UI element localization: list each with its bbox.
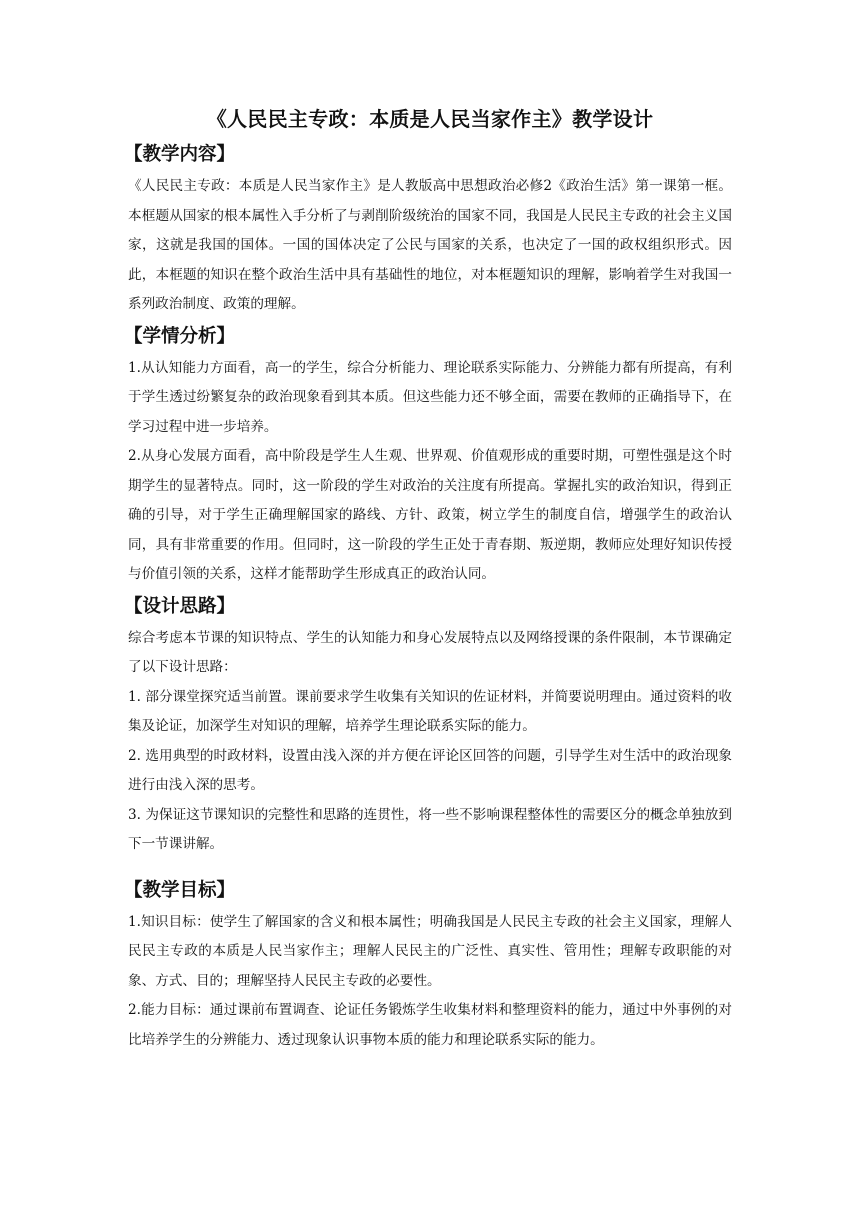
section-heading: 【学情分析】: [124, 325, 236, 347]
section-heading: 【设计思路】: [124, 595, 236, 617]
paragraph: 综合考虑本节课的知识特点、学生的认知能力和身心发展特点以及网络授课的条件限制，本节课确定了以下设计思路：: [128, 629, 732, 675]
paragraph: 2. 选用典型的时政材料，设置由浅入深的并方便在评论区回答的问题，引导学生对生活中的政治现象进行由浅入深的思考。: [128, 747, 732, 793]
paragraph: 2.能力目标：通过课前布置调查、论证任务锻炼学生收集材料和整理资料的能力，通过中外事例的对比培养学生的分辨能力、透过现象认识事物本质的能力和理论联系实际的能力。: [128, 1002, 732, 1048]
paragraph: 《人民民主专政：本质是人民当家作主》是人教版高中思想政治必修2《政治生活》第一课第一框。本框题从国家的根本属性入手分析了与剥削阶级统治的国家不同，我国是人民民主专政的社会主义国家，这就是我国的国体。一国的国体决定了公民与国家的关系，也决定了一国的政权组织形式。因此，本框题的知识在整个政治生活中具有基础性的地位，对本框题知识的理解，影响着学生对我国一系列政治制度、政策的理解。: [128, 178, 732, 312]
section-teaching-goals: [124, 876, 732, 1056]
section-heading: 【教学目标】: [124, 879, 236, 901]
document-title: 《人民民主专政：本质是人民当家作主》教学设计: [206, 107, 654, 131]
section-spacer: [128, 860, 732, 874]
section-teaching-content: [124, 140, 732, 320]
paragraph: 1. 部分课堂探究适当前置。课前要求学生收集有关知识的佐证材料，并简要说明理由。通过资料的收集及论证，加深学生对知识的理解，培养学生理论联系实际的能力。: [128, 688, 732, 734]
paragraph: 1.从认知能力方面看，高一的学生，综合分析能力、理论联系实际能力、分辨能力都有所提高，有利于学生透过纷繁复杂的政治现象看到其本质。但这些能力还不够全面，需要在教师的正确指导下，在学习过程中进一步培养。: [128, 359, 732, 435]
document-page: [124, 96, 732, 1055]
section-student-analysis: [124, 322, 732, 590]
section-design-idea: [124, 592, 732, 860]
paragraph: 1.知识目标：使学生了解国家的含义和根本属性；明确我国是人民民主专政的社会主义国家，理解人民民主专政的本质是人民当家作主；理解人民民主的广泛性、真实性、管用性；理解专政职能的对象、方式、目的；理解坚持人民民主专政的必要性。: [128, 913, 732, 989]
paragraph: 3. 为保证这节课知识的完整性和思路的连贯性，将一些不影响课程整体性的需要区分的概念单独放到下一节课讲解。: [128, 806, 732, 852]
paragraph: 2.从身心发展方面看，高中阶段是学生人生观、世界观、价值观形成的重要时期，可塑性强是这个时期学生的显著特点。同时，这一阶段的学生对政治的关注度有所提高。掌握扎实的政治知识，得到正确的引导，对于学生正确理解国家的路线、方针、政策，树立学生的制度自信，增强学生的政治认同，具有非常重要的作用。但同时，这一阶段的学生正处于青春期、叛逆期，教师应处理好知识传授与价值引领的关系，这样才能帮助学生形成真正的政治认同。: [128, 448, 732, 582]
section-heading: 【教学内容】: [124, 144, 236, 165]
